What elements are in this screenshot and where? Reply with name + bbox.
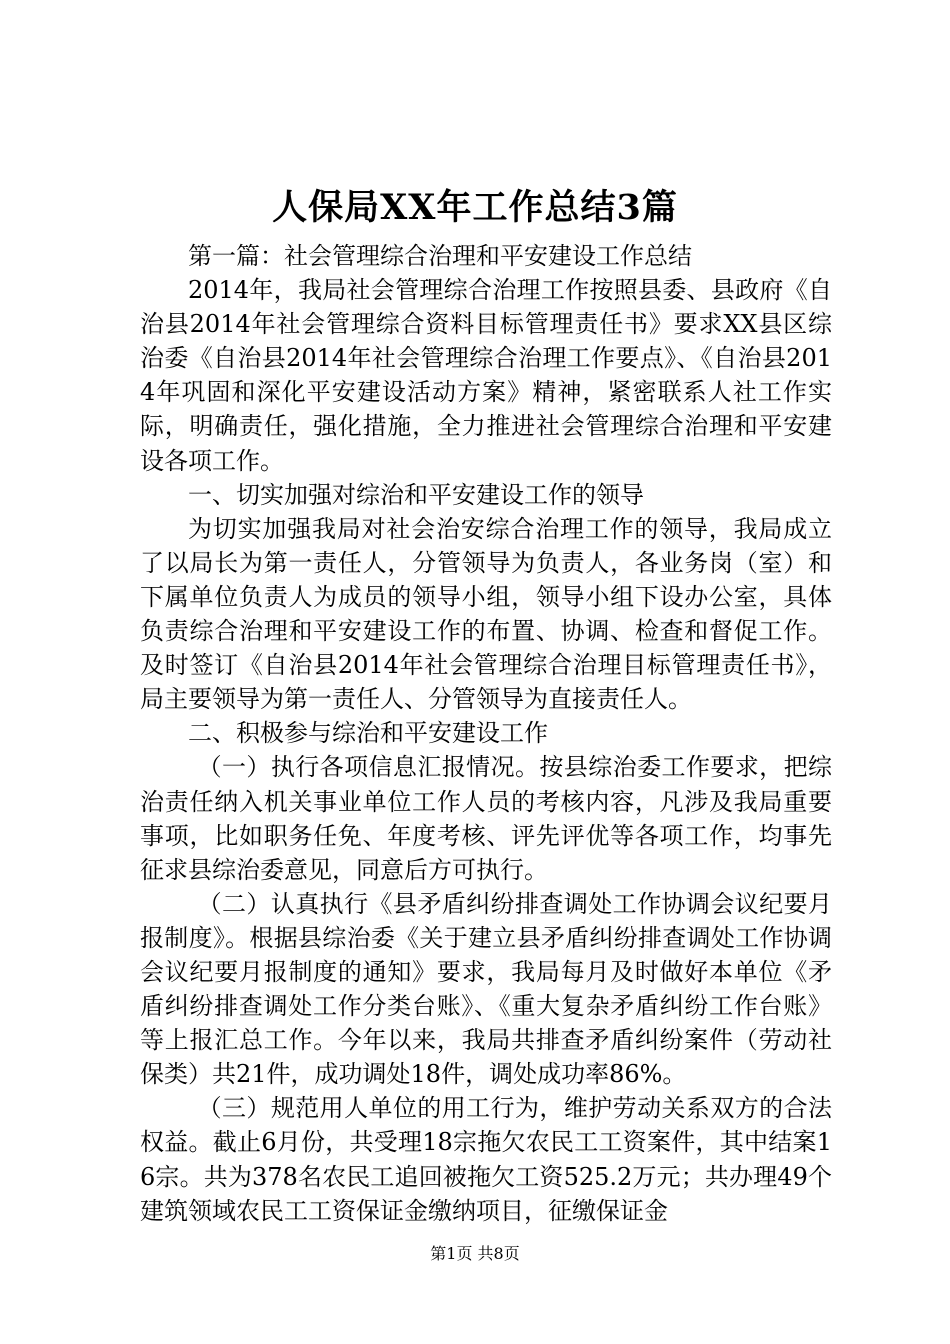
body-paragraph: 为切实加强我局对社会治安综合治理工作的领导，我局成立了以局长为第一责任人，分管领导为负责人，各业务岗（室）和下属单位负责人为成员的领导小组，领导小组下设办公室，具体负责综合治理和平安建设工作的布置、协调、检查和督促工作。及时签订《自治县2014年社会管理综合治理目标管理责任书》，局主要领导为第一责任人、分管领导为直接责任人。 xyxy=(140,514,832,714)
section-heading-two: 二、积极参与综治和平安建设工作 xyxy=(188,719,548,748)
document-title: 人保局XX年工作总结3篇 xyxy=(272,187,678,228)
body-paragraph: （三）规范用人单位的用工行为，维护劳动关系双方的合法权益。截止6月份，共受理18宗拖欠农民工工资案件，其中结案16宗。共为378名农民工追回被拖欠工资525.2万元；共办理49个建筑领域农民工工资保证金缴纳项目，征缴保证金 xyxy=(140,1094,832,1225)
page-footer: 第1页 共8页 xyxy=(430,1244,520,1263)
body-paragraph: （二）认真执行《县矛盾纠纷排查调处工作协调会议纪要月报制度》。根据县综治委《关于建立县矛盾纠纷排查调处工作协调会议纪要月报制度的通知》要求，我局每月及时做好本单位《矛盾纠纷排查调处工作分类台账》、《重大复杂矛盾纠纷工作台账》等上报汇总工作。今年以来，我局共排查矛盾纠纷案件（劳动社保类）共21件，成功调处18件，调处成功率86%。 xyxy=(140,889,832,1089)
document-body xyxy=(140,239,832,1228)
section-heading-part-one: 第一篇：社会管理综合治理和平安建设工作总结 xyxy=(188,242,692,270)
body-paragraph: （一）执行各项信息汇报情况。按县综治委工作要求，把综治责任纳入机关事业单位工作人员的考核内容，凡涉及我局重要事项，比如职务任免、年度考核、评先评优等各项工作，均事先征求县综治委意见，同意后方可执行。 xyxy=(140,753,832,884)
body-paragraph: 2014年，我局社会管理综合治理工作按照县委、县政府《自治县2014年社会管理综合资料目标管理责任书》要求XX县区综治委《自治县2014年社会管理综合治理工作要点》、《自治县2014年巩固和深化平安建设活动方案》精神，紧密联系人社工作实际，明确责任，强化措施，全力推进社会管理综合治理和平安建设各项工作。 xyxy=(140,276,832,475)
section-heading-one: 一、切实加强对综治和平安建设工作的领导 xyxy=(188,480,644,509)
